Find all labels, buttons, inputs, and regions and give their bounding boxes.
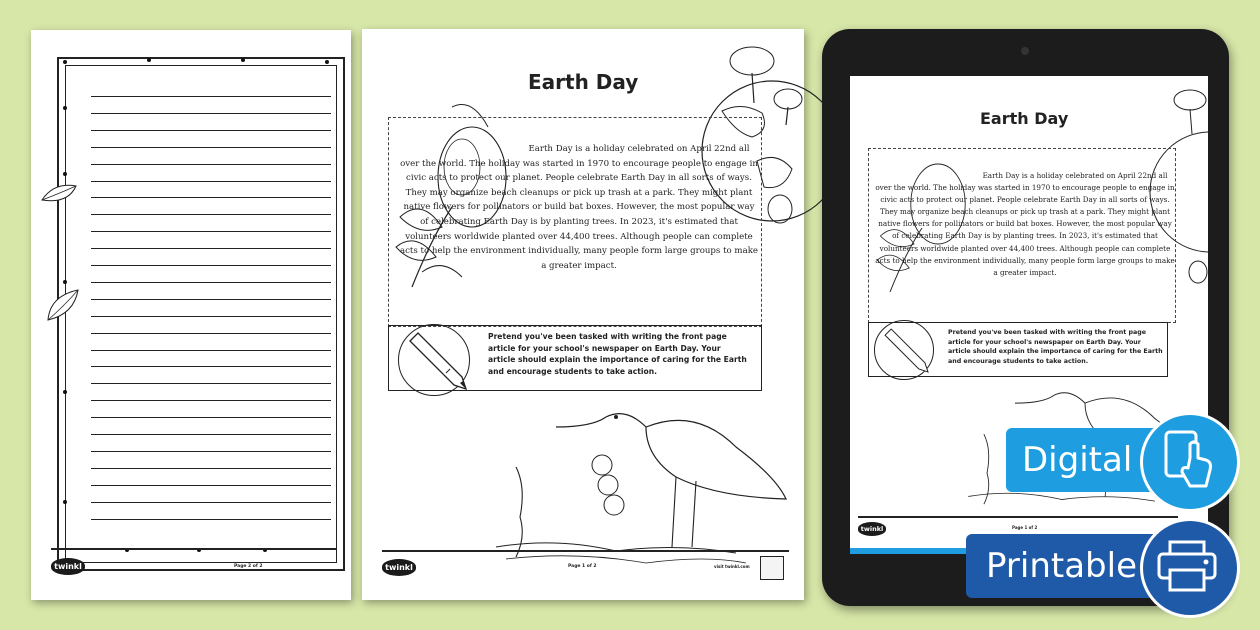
certification-badge (760, 556, 784, 580)
frame-dot (63, 172, 67, 176)
writing-line (91, 282, 331, 283)
frame-dot (325, 60, 329, 64)
writing-line (91, 96, 331, 97)
tablet-writing-prompt: Pretend you've been tasked with writing the front page article for your school's newspaper on Earth Day. Your article should explain the importance of caring for the Earth and encourage students to take action. (948, 329, 1163, 365)
writing-line (91, 434, 331, 435)
writing-line (91, 519, 331, 520)
digital-label: Digital (1022, 440, 1133, 480)
frame-dot (63, 500, 67, 504)
writing-line (91, 265, 331, 266)
page-number: Page 1 of 2 (568, 564, 597, 569)
twinkl-logo: twinkl (858, 522, 886, 536)
footer-rule (858, 516, 1178, 518)
printer-icon (1156, 540, 1218, 592)
footer-rule (51, 548, 336, 550)
page-title: Earth Day (528, 70, 639, 94)
writing-line (91, 502, 331, 503)
twinkl-logo: twinkl (382, 559, 416, 576)
tablet-page-title: Earth Day (980, 109, 1069, 128)
writing-line (91, 164, 331, 165)
writing-line (91, 181, 331, 182)
writing-line (91, 451, 331, 452)
frame-dot (63, 390, 67, 394)
writing-line (91, 147, 331, 148)
writing-line (91, 468, 331, 469)
writing-line (91, 485, 331, 486)
writing-line (91, 350, 331, 351)
heron-illustration (496, 387, 796, 567)
earth-day-worksheet-page (362, 29, 804, 600)
writing-line (91, 383, 331, 384)
writing-line (91, 400, 331, 401)
writing-line (91, 299, 331, 300)
writing-frame-inner (65, 65, 337, 563)
page-number: Page 2 of 2 (234, 564, 263, 569)
frame-dot (63, 280, 67, 284)
writing-line (91, 366, 331, 367)
frame-dot (63, 106, 67, 110)
frame-dot (147, 58, 151, 62)
twinkl-logo: twinkl (51, 558, 85, 575)
frame-dot (63, 60, 67, 64)
footer-url: visit twinkl.com (714, 564, 750, 569)
writing-line (91, 333, 331, 334)
writing-line (91, 248, 331, 249)
writing-frame (57, 57, 345, 571)
writing-line (91, 214, 331, 215)
frame-dot (241, 58, 245, 62)
page-number: Page 1 of 2 (1012, 525, 1038, 530)
tablet-camera (1021, 47, 1029, 55)
tablet-passage: Earth Day is a holiday celebrated on April 22nd all over the world. The holiday was started in 1970 to encourage people to engage in civic acts to protect our planet. People celebrate Earth Day in all sorts of ways. They may organize beach cleanups or pick up trash at a park. They might plant native flowers for pollinators or build bat boxes. However, the most popular way of celebrating Earth Day is by planting trees. In 2023, it's estimated that volunteers worldwide planted over 44,400 trees. Although people can complete acts to help the environment individually, many people form large groups to make a greater impact. (875, 171, 1175, 277)
writing-line (91, 113, 331, 114)
reading-passage: Earth Day is a holiday celebrated on April 22nd all over the world. The holiday was started in 1970 to encourage people to engage in civic acts to protect our planet. People celebrate Earth Day in all sorts of ways. They may organize beach cleanups or pick up trash at a park. They might plant native flowers for pollinators or build bat boxes. However, the most popular way of celebrating Earth Day is by planting trees. In 2023, it's estimated that volunteers worldwide planted over 44,400 trees. Although people can complete acts to help the environment individually, many people form large groups to make a greater impact. (399, 144, 758, 271)
pencil-icon (882, 326, 928, 372)
pencil-icon (406, 329, 466, 389)
writing-line (91, 316, 331, 317)
footer-rule (382, 550, 789, 552)
printable-label: Printable (986, 546, 1137, 586)
leaf-icon (40, 180, 80, 210)
writing-prompt: Pretend you've been tasked with writing the front page article for your school's newspaper on Earth Day. Your article should explain the importance of caring for the Earth and encourage students to take action. (488, 332, 747, 376)
writing-line (91, 417, 331, 418)
writing-line (91, 130, 331, 131)
leaf-icon (44, 288, 84, 324)
tablet-touch-icon (1162, 428, 1216, 490)
writing-line (91, 197, 331, 198)
writing-line (91, 231, 331, 232)
